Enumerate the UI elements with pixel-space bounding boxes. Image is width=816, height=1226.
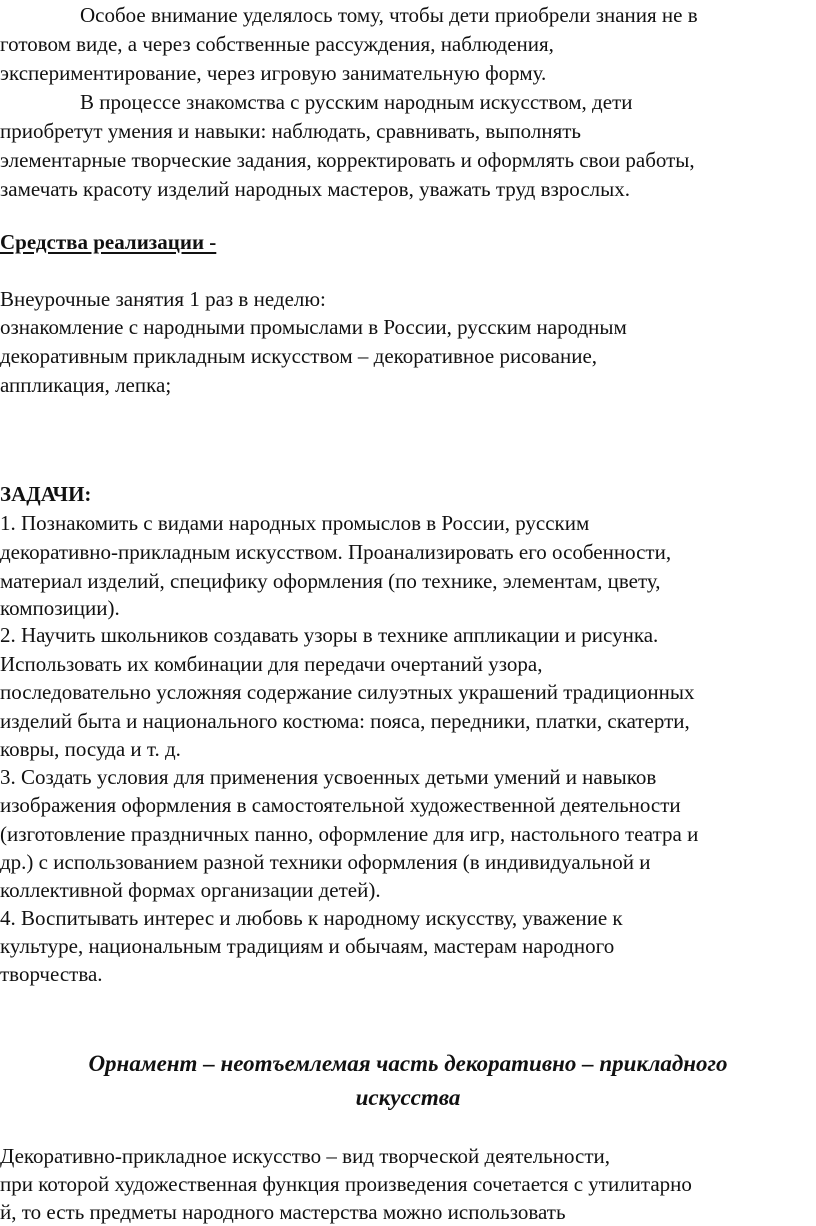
paragraph1-line-1: Особое внимание уделялось тому, чтобы дети приобрели знания не в — [80, 3, 698, 27]
tasks-line-5: 2. Научить школьников создавать узоры в технике аппликации и рисунка. — [0, 623, 659, 647]
tasks-heading: ЗАДАЧИ: — [0, 482, 92, 506]
paragraph1-line-2: готовом виде, а через собственные рассуждения, наблюдения, — [0, 32, 554, 56]
means-line-3: декоративным прикладным искусством – декоративное рисование, — [0, 344, 598, 368]
means-line-1: Внеурочные занятия 1 раз в неделю: — [0, 287, 326, 311]
tasks-line-15: 4. Воспитывать интерес и любовь к народному искусству, уважение к — [0, 906, 623, 930]
final-line-2: при которой художественная функция произведения сочетается с утилитарно — [0, 1172, 692, 1196]
paragraph1-line-3: экспериментирование, через игровую занимательную форму. — [0, 61, 547, 85]
paragraph2-line-2: приобретут умения и навыки: наблюдать, сравнивать, выполнять — [0, 119, 581, 143]
section-title-line-1: Орнамент – неотъемлемая часть декоративно – прикладного — [88, 1051, 728, 1076]
means-line-4: аппликация, лепка; — [0, 373, 172, 397]
tasks-line-7: последовательно усложняя содержание силуэтных украшений традиционных — [0, 680, 695, 704]
tasks-line-6: Использовать их комбинации для передачи очертаний узора, — [0, 652, 543, 676]
means-heading: Средства реализации - — [0, 230, 217, 254]
tasks-line-17: творчества. — [0, 962, 103, 986]
tasks-line-13: др.) с использованием разной техники оформления (в индивидуальной и — [0, 850, 651, 874]
tasks-line-2: декоративно-прикладным искусством. Проанализировать его особенности, — [0, 540, 672, 564]
final-line-3: й, то есть предметы народного мастерства можно использовать — [0, 1200, 566, 1224]
tasks-line-8: изделий быта и национального костюма: пояса, передники, платки, скатерти, — [0, 709, 690, 733]
tasks-line-14: коллективной формах организации детей). — [0, 878, 381, 902]
paragraph2-line-3: элементарные творческие задания, корректировать и оформлять свои работы, — [0, 148, 695, 172]
tasks-line-4: композиции). — [0, 596, 120, 620]
tasks-line-16: культуре, национальным традициям и обычаям, мастерам народного — [0, 934, 615, 958]
tasks-line-11: изображения оформления в самостоятельной художественной деятельности — [0, 793, 681, 817]
means-line-2: ознакомление с народными промыслами в России, русским народным — [0, 315, 627, 339]
tasks-line-10: 3. Создать условия для применения усвоенных детьми умений и навыков — [0, 765, 657, 789]
final-line-1: Декоративно-прикладное искусство – вид творческой деятельности, — [0, 1144, 610, 1168]
tasks-line-1: 1. Познакомить с видами народных промыслов в России, русским — [0, 511, 590, 535]
paragraph2-line-4: замечать красоту изделий народных мастеров, уважать труд взрослых. — [0, 177, 630, 201]
tasks-line-3: материал изделий, специфику оформления (по технике, элементам, цвету, — [0, 569, 661, 593]
tasks-line-12: (изготовление праздничных панно, оформление для игр, настольного театра и — [0, 822, 699, 846]
tasks-line-9: ковры, посуда и т. д. — [0, 737, 181, 761]
paragraph2-line-1: В процессе знакомства с русским народным искусством, дети — [80, 90, 633, 114]
section-title-line-2: искусства — [355, 1085, 461, 1110]
